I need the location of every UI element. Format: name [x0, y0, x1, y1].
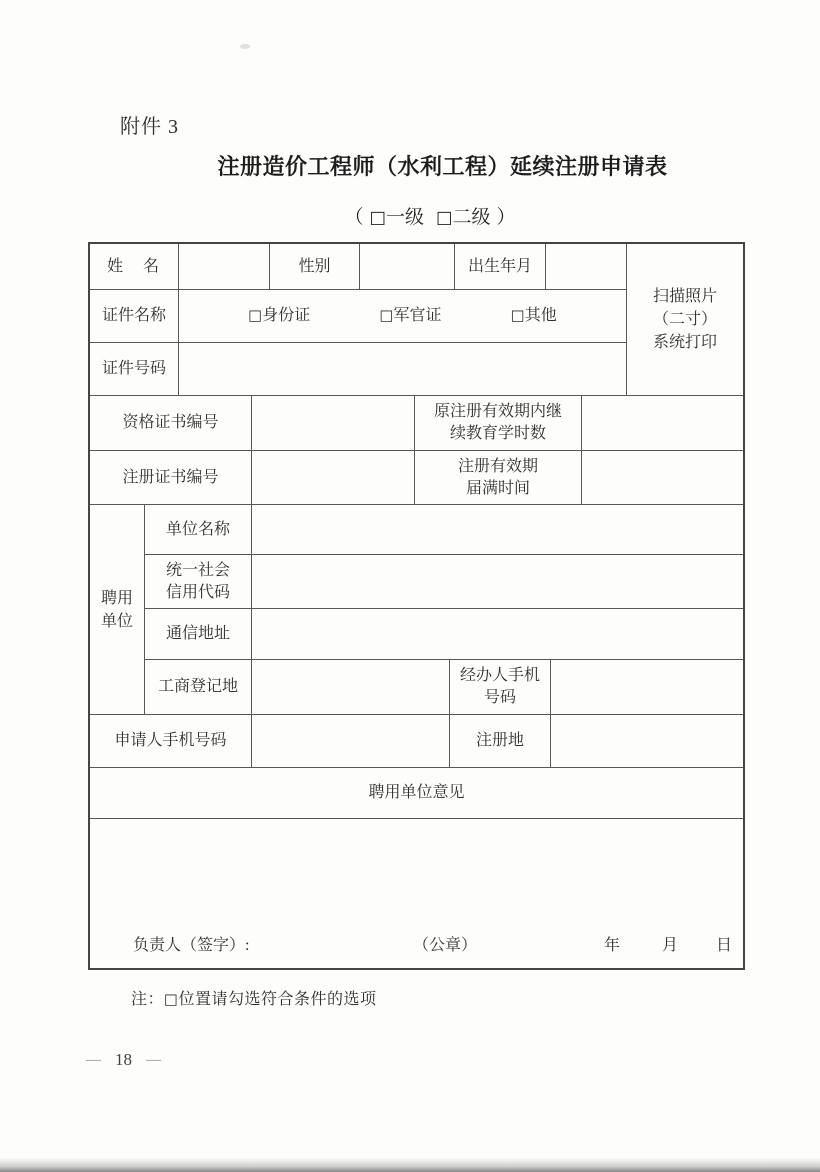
checkbox-icon: □ [164, 991, 179, 1008]
birth-label-cell: 出生年月 [455, 244, 546, 289]
checkbox-id-card [248, 305, 310, 327]
qualification-cert-value-cell [252, 396, 415, 450]
registration-cert-value-cell [252, 451, 415, 504]
signature-label: 负责人（签字）: [133, 937, 250, 954]
registration-expiry-label-cell [415, 451, 582, 504]
photo-note-line: 系统打印 [652, 334, 717, 351]
table-row [90, 768, 743, 819]
registration-expiry-line: 注册有效期 [457, 457, 538, 475]
agent-phone-value-cell [551, 660, 743, 714]
credit-code-value-cell [252, 555, 743, 608]
checkbox-icon: □ [379, 307, 394, 324]
mailing-address-value-cell [252, 609, 743, 659]
checkbox-other-label: 其他 [524, 307, 557, 324]
agent-phone-line: 经办人手机 [459, 667, 540, 684]
table-row [90, 343, 626, 395]
unit-name-label-cell: 单位名称 [145, 505, 252, 554]
table-row [145, 505, 743, 555]
registration-place-value-cell [551, 715, 743, 767]
employer-opinion-label-cell: 聘用单位意见 [368, 784, 465, 801]
id-type-label-cell: 证件名称 [90, 290, 179, 342]
checkbox-other [511, 305, 557, 327]
table-row [90, 715, 743, 768]
checkbox-level2 [436, 207, 491, 228]
continuing-edu-line: 原注册有效期内继 [433, 403, 562, 420]
id-number-value-cell [179, 343, 626, 395]
checkbox-level1-label: 一级 [385, 207, 424, 228]
page-number-dash: — [146, 1051, 161, 1068]
application-table [88, 242, 745, 970]
month-label: 月 [662, 937, 679, 954]
table-row [145, 660, 743, 714]
applicant-phone-label-cell: 申请人手机号码 [90, 715, 252, 767]
personal-info-left [90, 244, 626, 395]
employer-label-line: 单位 [100, 612, 133, 630]
employer-group-label-cell [90, 505, 145, 714]
id-number-label-cell: 证件号码 [90, 343, 179, 395]
photo-note-line: 扫描照片 [652, 288, 717, 305]
footnote-text: 位置请勾选符合条件的选项 [178, 991, 377, 1008]
scan-smudge [240, 44, 250, 49]
agent-phone-label-cell [450, 660, 551, 714]
table-row [90, 451, 743, 505]
signature-area [90, 819, 743, 968]
checkbox-icon: □ [510, 307, 525, 324]
applicant-phone-value-cell [252, 715, 450, 767]
table-row [90, 396, 743, 451]
name-value-cell [179, 244, 270, 289]
checkbox-icon: □ [436, 208, 453, 228]
day-label: 日 [716, 937, 733, 954]
registration-expiry-value-cell [582, 451, 743, 504]
table-row [145, 609, 743, 660]
gender-label-cell: 性别 [270, 244, 360, 289]
employer-section [90, 505, 743, 715]
year-label: 年 [604, 937, 621, 954]
employer-label-line: 聘用 [100, 589, 133, 607]
attachment-label: 附件 3 [120, 116, 179, 138]
subtitle-open-paren: （ [344, 207, 364, 228]
photo-note-line: （二寸） [652, 311, 717, 328]
checkbox-military-id-label: 军官证 [393, 307, 442, 324]
unit-name-value-cell [252, 505, 743, 554]
photo-note-cell [626, 244, 743, 395]
business-reg-value-cell [252, 660, 450, 714]
subtitle [40, 202, 820, 229]
page-number-value: 18 [115, 1050, 132, 1069]
birth-value-cell [546, 244, 626, 289]
checkbox-military-id [380, 305, 442, 327]
page-number-dash: — [86, 1051, 101, 1068]
business-reg-label-cell: 工商登记地 [145, 660, 252, 714]
continuing-edu-line: 续教育学时数 [449, 425, 546, 442]
mailing-address-label-cell: 通信地址 [145, 609, 252, 659]
checkbox-level2-label: 二级 [452, 207, 491, 228]
checkbox-id-card-label: 身份证 [262, 307, 311, 324]
footnote-prefix: 注： [131, 991, 165, 1008]
seal-label: （公章） [413, 937, 478, 954]
id-type-options-cell [179, 290, 626, 342]
credit-code-line: 统一社会 [165, 561, 230, 579]
credit-code-label-cell [145, 555, 252, 608]
employer-section-rows [145, 505, 743, 714]
registration-cert-label-cell: 注册证书编号 [90, 451, 252, 504]
agent-phone-line: 号码 [483, 689, 516, 706]
footnote [131, 986, 376, 1009]
name-label-cell: 姓 名 [90, 244, 179, 289]
checkbox-icon: □ [248, 307, 263, 324]
checkbox-icon: □ [369, 208, 386, 228]
registration-place-label-cell: 注册地 [450, 715, 551, 767]
continuing-edu-value-cell [582, 396, 743, 450]
continuing-edu-label-cell [415, 396, 582, 450]
subtitle-close-paren: ） [496, 207, 516, 228]
page-number [72, 1050, 175, 1070]
table-row [90, 290, 626, 343]
registration-expiry-line: 届满时间 [465, 479, 530, 497]
credit-code-line: 信用代码 [165, 583, 230, 601]
table-row [145, 555, 743, 609]
page-title: 注册造价工程师（水利工程）延续注册申请表 [217, 155, 668, 180]
qualification-cert-label-cell: 资格证书编号 [90, 396, 252, 450]
personal-info-section [90, 244, 743, 396]
scan-shadow [0, 1158, 820, 1172]
gender-value-cell [360, 244, 455, 289]
table-row [90, 244, 626, 290]
checkbox-level1 [369, 207, 424, 228]
